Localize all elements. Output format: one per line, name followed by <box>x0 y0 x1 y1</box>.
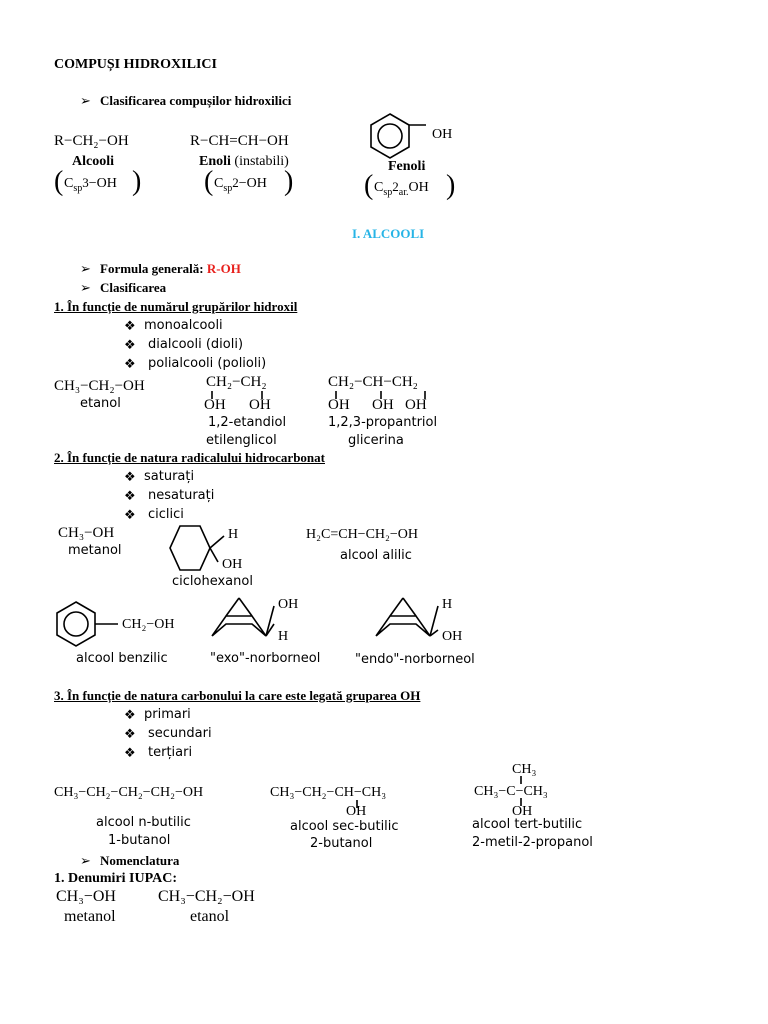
sub3-item: terțiari <box>148 745 193 760</box>
n-butanol-iupac: 1-butanol <box>108 833 171 848</box>
n-butanol-name: alcool n-butilic <box>96 815 191 830</box>
diol-chain: CH₂−CH₂ <box>206 374 267 390</box>
cyclohexanol-oh: OH <box>222 557 243 572</box>
nomenclature-etanol-formula: CH₃−CH₂−OH <box>158 888 255 905</box>
etanol-formula: CH₃−CH₂−OH <box>54 378 145 394</box>
exo-norbornane-icon <box>208 594 280 640</box>
classification-subheading: Clasificarea <box>100 280 167 295</box>
diamond-bullet-icon: ❖ <box>124 469 136 484</box>
diamond-bullet-icon: ❖ <box>124 726 136 741</box>
alcohol-label: Alcooli <box>72 154 114 169</box>
triol-oh: OH <box>328 397 350 413</box>
tert-butanol-formula: CH₃−C−CH₃ <box>474 784 548 799</box>
sec-butanol-oh: OH <box>346 804 367 819</box>
phenol-benzene-ring-icon <box>368 112 418 164</box>
exo-name: "exo"-norborneol <box>210 651 321 666</box>
triol-chain: CH₂−CH−CH₂ <box>328 374 418 390</box>
etanol-name: etanol <box>80 396 121 411</box>
sub3-item: secundari <box>148 726 212 741</box>
sub2-item: ciclici <box>148 507 184 522</box>
arrow-bullet-icon: ➢ <box>80 93 91 108</box>
benzyl-name: alcool benzilic <box>76 651 168 666</box>
alcohol-hybrid: $C_{sp}3-OH$ <box>64 175 117 194</box>
benzyl-benzene-ring-icon <box>54 600 104 648</box>
diamond-bullet-icon: ❖ <box>124 507 136 522</box>
diol-oh: OH <box>204 397 226 413</box>
tert-butanol-oh: OH <box>512 804 533 819</box>
tert-butanol-top: CH₃ <box>512 762 537 777</box>
endo-oh: OH <box>442 629 463 644</box>
triol-oh: OH <box>405 397 427 413</box>
phenol-oh: OH <box>432 127 453 142</box>
diamond-bullet-icon: ❖ <box>124 337 136 352</box>
sub1-item: polialcooli (polioli) <box>148 356 267 371</box>
classification-heading: Clasificarea compușilor hidroxilici <box>100 93 292 108</box>
iupac-heading: 1. Denumiri IUPAC: <box>54 871 178 886</box>
triol-name: 1,2,3-propantriol <box>328 415 438 430</box>
tert-butanol-name: alcool tert-butilic <box>472 817 583 832</box>
general-formula-line: Formula generală: R-OH <box>100 261 241 276</box>
diol-oh: OH <box>249 397 271 413</box>
sec-butanol-name: alcool sec-butilic <box>290 819 399 834</box>
allyl-name: alcool alilic <box>340 548 412 563</box>
sec-butanol-formula: CH₃−CH₂−CH−CH₃ <box>270 785 387 800</box>
diol-name: 1,2-etandiol <box>208 415 287 430</box>
sec-butanol-iupac: 2-butanol <box>310 836 373 851</box>
diamond-bullet-icon: ❖ <box>124 488 136 503</box>
triol-common-name: glicerina <box>348 433 404 448</box>
enol-hybrid-close-paren: ) <box>284 166 294 197</box>
nomenclature-etanol-name: etanol <box>190 908 230 925</box>
diamond-bullet-icon: ❖ <box>124 707 136 722</box>
diamond-bullet-icon: ❖ <box>124 745 136 760</box>
endo-name: "endo"-norborneol <box>355 652 475 667</box>
diamond-bullet-icon: ❖ <box>124 356 136 371</box>
allyl-formula: H₂C=CH−CH₂−OH <box>306 527 419 542</box>
metanol-name: metanol <box>68 543 122 558</box>
enol-hybrid: $C_{sp}2-OH$ <box>214 175 267 194</box>
enol-formula: R−CH=CH−OH <box>190 133 289 149</box>
diamond-bullet-icon: ❖ <box>124 318 136 333</box>
exo-oh: OH <box>278 597 299 612</box>
alcohol-formula: R−CH₂−OH <box>54 133 129 149</box>
phenol-hybrid-close-paren: ) <box>446 170 456 201</box>
alcohol-hybrid-close-paren: ) <box>132 166 142 197</box>
phenol-label: Fenoli <box>388 159 426 174</box>
phenol-hybrid-open-paren: ( <box>364 170 374 201</box>
sub1-heading: 1. În funcție de numărul grupărilor hidroxil <box>54 299 298 314</box>
sub2-heading: 2. În funcție de natura radicalului hidrocarbonat <box>54 450 325 465</box>
sub2-item: nesaturați <box>148 488 215 503</box>
metanol-formula: CH₃−OH <box>58 525 115 541</box>
sub1-item: monoalcooli <box>144 318 223 333</box>
sub1-item: dialcooli (dioli) <box>148 337 244 352</box>
arrow-bullet-icon: ➢ <box>80 853 91 868</box>
diol-common-name: etilenglicol <box>206 433 277 448</box>
exo-h: H <box>278 629 289 644</box>
endo-norbornane-icon <box>372 594 444 640</box>
enol-hybrid-open-paren: ( <box>204 166 214 197</box>
arrow-bullet-icon: ➢ <box>80 280 91 295</box>
nomenclature-metanol-name: metanol <box>64 908 116 925</box>
endo-h: H <box>442 597 453 612</box>
nomenclature-metanol-formula: CH₃−OH <box>56 888 116 905</box>
enol-label-group: Enoli (instabili) <box>199 154 289 169</box>
n-butanol-formula: CH₃−CH₂−CH₂−CH₂−OH <box>54 785 204 800</box>
nomenclature-heading: Nomenclatura <box>100 853 180 868</box>
benzyl-formula: CH₂−OH <box>122 617 175 632</box>
triol-oh: OH <box>372 397 394 413</box>
sub3-item: primari <box>144 707 191 722</box>
page-title: COMPUȘI HIDROXILICI <box>54 57 217 72</box>
phenol-hybrid: $C_{sp}2_{ar.}OH$ <box>374 179 429 198</box>
cyclohexanol-h: H <box>228 527 239 542</box>
section-heading-alcools: I. ALCOOLI <box>352 226 425 241</box>
sub2-item: saturați <box>144 469 195 484</box>
alcohol-hybrid-open-paren: ( <box>54 166 64 197</box>
tert-butanol-iupac: 2-metil-2-propanol <box>472 835 593 850</box>
sub3-heading: 3. În funcție de natura carbonului la care este legată gruparea OH <box>54 688 421 703</box>
arrow-bullet-icon: ➢ <box>80 261 91 276</box>
cyclohexanol-name: ciclohexanol <box>172 574 253 589</box>
cyclohexane-ring-icon <box>166 524 216 574</box>
